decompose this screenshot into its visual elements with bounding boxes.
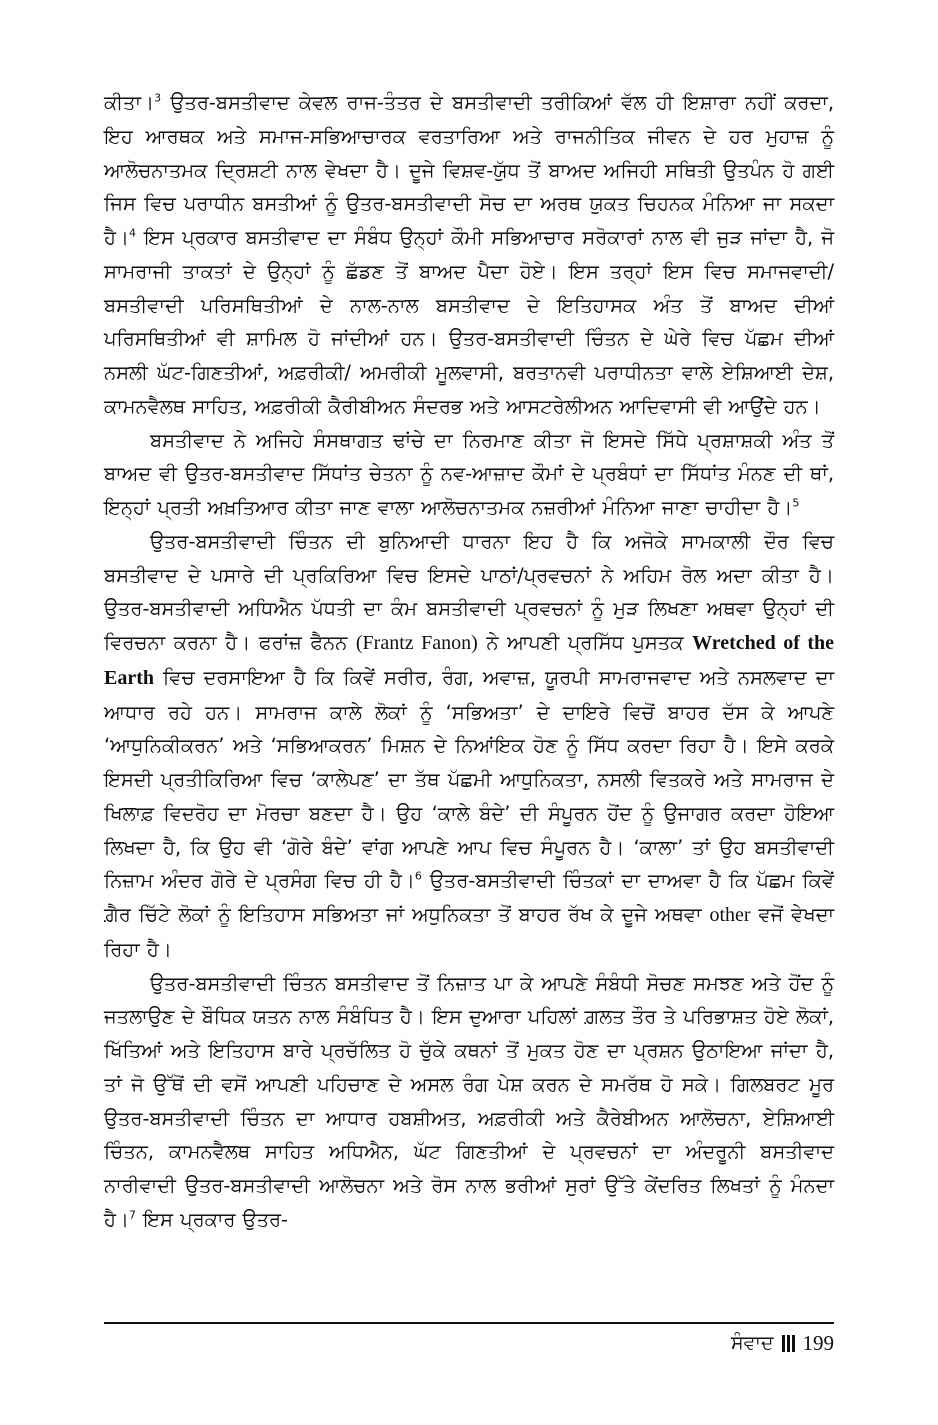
footer-rule	[104, 1322, 834, 1324]
text-run: ਬਸਤੀਵਾਦ ਨੇ ਅਜਿਹੇ ਸੰਸਥਾਗਤ ਢਾਂਚੇ ਦਾ ਨਿਰਮਾਣ ਕੀਤਾ ਜੋ ਇਸਦੇ ਸਿੱਧੇ ਪ੍ਰਸ਼ਾਸ਼ਕੀ ਅੰਤ ਤੋਂ ਬਾਅਦ ਵੀ ਉਤਰ-ਬਸਤੀਵਾਦ ਸਿੱਧਾਂਤ ਚੇਤਨਾ ਨੂੰ ਨਵ-ਆਜ਼ਾਦ ਕੌਮਾਂ ਦੇ ਪ੍ਰਬੰਧਾਂ ਦਾ ਸਿੱਧਾਂਤ ਮੰਨਣ ਦੀ ਥਾਂ, ਇਨ੍ਹਾਂ ਪ੍ਰਤੀ ਅਖ਼ਤਿਆਰ ਕੀਤਾ ਜਾਣ ਵਾਲਾ ਆਲੋਚਨਾਤਮਕ ਨਜ਼ਰੀਆਂ ਮੰਨਿਆ ਜਾਣਾ ਚਾਹੀਦਾ ਹੈ।	[104, 428, 834, 519]
latin-word-other: other	[709, 904, 751, 926]
paragraph-2	[104, 424, 834, 525]
text-run: ਉਤਰ-ਬਸਤੀਵਾਦੀ ਚਿੰਤਕਾਂ ਦਾ ਦਾਅਵਾ ਹੈ ਕਿ ਪੱਛਮ ਕਿਵੇਂ ਗ਼ੈਰ ਚਿੱਟੇ ਲੋਕਾਂ ਨੂੰ ਇਤਿਹਾਸ ਸਭਿਅਤਾ ਜਾਂ ਅਧੁਨਿਕਤਾ ਤੋਂ ਬਾਹਰ ਰੱਖ ਕੇ ਦੂਜੇ ਅਥਵਾ	[104, 869, 834, 926]
paragraph-4	[104, 967, 834, 1237]
footnote-ref-5: 5	[792, 496, 800, 510]
text-run: ਵਜੋਂ ਵੇਖਦਾ ਰਿਹਾ ਹੈ।	[104, 903, 834, 961]
page-number: 199	[802, 1330, 834, 1355]
paragraph-1	[104, 86, 834, 424]
footnote-ref-4: 4	[128, 226, 136, 240]
triple-bar-icon	[782, 1334, 795, 1352]
author-name-latin: (Frantz Fanon)	[355, 632, 478, 654]
text-run: ਉਤਰ-ਬਸਤੀਵਾਦ ਕੇਵਲ ਰਾਜ-ਤੰਤਰ ਦੇ ਬਸਤੀਵਾਦੀ ਤਰੀਕਿਆਂ ਵੱਲ ਹੀ ਇਸ਼ਾਰਾ ਨਹੀਂ ਕਰਦਾ, ਇਹ ਆਰਥਕ ਅਤੇ ਸਮਾਜ-ਸਭਿਆਚਾਰਕ ਵਰਤਾਰਿਆ ਅਤੇ ਰਾਜਨੀਤਿਕ ਜੀਵਨ ਦੇ ਹਰ ਮੁਹਾਜ਼ ਨੂੰ ਆਲੋਚਨਾਤਮਕ ਦ੍ਰਿਸ਼ਟੀ ਨਾਲ ਵੇਖਦਾ ਹੈ। ਦੂਜੇ ਵਿਸ਼ਵ-ਯੁੱਧ ਤੋਂ ਬਾਅਦ ਅਜਿਹੀ ਸਥਿਤੀ ਉਤਪੰਨ ਹੋ ਗਈ ਜਿਸ ਵਿਚ ਪਰਾਧੀਨ ਬਸਤੀਆਂ ਨੂੰ ਉਤਰ-ਬਸਤੀਵਾਦੀ ਸੋਚ ਦਾ ਅਰਥ ਯੁਕਤ ਚਿਹਨਕ ਮੰਨਿਆ ਜਾ ਸਕਦਾ ਹੈ।	[104, 91, 834, 249]
text-run: ਨੇ ਆਪਣੀ ਪ੍ਰਸਿੱਧ ਪੁਸਤਕ	[477, 631, 693, 654]
text-run: ਉਤਰ-ਬਸਤੀਵਾਦੀ ਚਿੰਤਨ ਦੀ ਬੁਨਿਆਦੀ ਧਾਰਨਾ ਇਹ ਹੈ ਕਿ ਅਜੋਕੇ ਸਾਮਕਾਲੀ ਦੌਰ ਵਿਚ ਬਸਤੀਵਾਦ ਦੇ ਪਸਾਰੇ ਦੀ ਪ੍ਰਕਿਰਿਆ ਵਿਚ ਇਸਦੇ ਪਾਠਾਂ/ਪ੍ਰਵਚਨਾਂ ਨੇ ਅਹਿਮ ਰੋਲ ਅਦਾ ਕੀਤਾ ਹੈ। ਉਤਰ-ਬਸਤੀਵਾਦੀ ਅਧਿਐਨ ਪੱਧਤੀ ਦਾ ਕੰਮ ਬਸਤੀਵਾਦੀ ਪ੍ਰਵਚਨਾਂ ਨੂੰ ਮੁੜ ਲਿਖਣਾ ਅਥਵਾ ਉਨ੍ਹਾਂ ਦੀ ਵਿਰਚਨਾ ਕਰਨਾ ਹੈ। ਫਰਾਂਜ਼ ਫੈਨਨ	[104, 529, 834, 654]
text-run: ਇਸ ਪ੍ਰਕਾਰ ਉਤਰ-	[135, 1207, 289, 1231]
footnote-ref-7: 7	[128, 1208, 136, 1222]
text-run: ਇਸ ਪ੍ਰਕਾਰ ਬਸਤੀਵਾਦ ਦਾ ਸੰਬੰਧ ਉਨ੍ਹਾਂ ਕੌਮੀ ਸਭਿਆਚਾਰ ਸਰੋਕਾਰਾਂ ਨਾਲ ਵੀ ਜੁੜ ਜਾਂਦਾ ਹੈ, ਜੋ ਸਾਮਰਾਜੀ ਤਾਕਤਾਂ ਦੇ ਉਨ੍ਹਾਂ ਨੂੰ ਛੱਡਣ ਤੋਂ ਬਾਅਦ ਪੈਦਾ ਹੋਏ। ਇਸ ਤਰ੍ਹਾਂ ਇਸ ਵਿਚ ਸਮਾਜਵਾਦੀ/ਬਸਤੀਵਾਦੀ ਪਰਿਸਥਿਤੀਆਂ ਦੇ ਨਾਲ-ਨਾਲ ਬਸਤੀਵਾਦ ਦੇ ਇਤਿਹਾਸਕ ਅੰਤ ਤੋਂ ਬਾਅਦ ਦੀਆਂ ਪਰਿਸਥਿਤੀਆਂ ਵੀ ਸ਼ਾਮਿਲ ਹੋ ਜਾਂਦੀਆਂ ਹਨ। ਉਤਰ-ਬਸਤੀਵਾਦੀ ਚਿੰਤਨ ਦੇ ਘੇਰੇ ਵਿਚ ਪੱਛਮ ਦੀਆਂ ਨਸਲੀ ਘੱਟ-ਗਿਣਤੀਆਂ, ਅਫ਼ਰੀਕੀ/ ਅਮਰੀਕੀ ਮੂਲਵਾਸੀ, ਬਰਤਾਨਵੀ ਪਰਾਧੀਨਤਾ ਵਾਲੇ ਏਸ਼ਿਆਈ ਦੇਸ਼, ਕਾਮਨਵੈਲਥ ਸਾਹਿਤ, ਅਫ਼ਰੀਕੀ ਕੈਰੀਬੀਅਨ ਸੰਦਰਭ ਅਤੇ ਆਸਟਰੇਲੀਅਨ ਆਦਿਵਾਸੀ ਵੀ ਆਉਂਦੇ ਹਨ।	[104, 226, 834, 418]
paragraph-3	[104, 525, 834, 967]
page-body	[104, 86, 834, 1237]
text-run: ਵਿਚ ਦਰਸਾਇਆ ਹੈ ਕਿ ਕਿਵੇਂ ਸਰੀਰ, ਰੰਗ, ਅਵਾਜ਼, ਯੂਰਪੀ ਸਾਮਰਾਜਵਾਦ ਅਤੇ ਨਸਲਵਾਦ ਦਾ ਆਧਾਰ ਰਹੇ ਹਨ। ਸਾਮਰਾਜ ਕਾਲੇ ਲੋਕਾਂ ਨੂੰ ‘ਸਭਿਅਤਾ’ ਦੇ ਦਾਇਰੇ ਵਿਚੋਂ ਬਾਹਰ ਦੱਸ ਕੇ ਆਪਣੇ ‘ਆਧੁਨਿਕੀਕਰਨ’ ਅਤੇ ‘ਸਭਿਆਕਰਨ’ ਮਿਸ਼ਨ ਦੇ ਨਿਆਂਇਕ ਹੋਣ ਨੂੰ ਸਿੱਧ ਕਰਦਾ ਰਿਹਾ ਹੈ। ਇਸੇ ਕਰਕੇ ਇਸਦੀ ਪ੍ਰਤੀਕਿਰਿਆ ਵਿਚ ‘ਕਾਲੇਪਣ’ ਦਾ ਤੱਥ ਪੱਛਮੀ ਆਧੁਨਿਕਤਾ, ਨਸਲੀ ਵਿਤਕਰੇ ਅਤੇ ਸਾਮਰਾਜ ਦੇ ਖਿਲਾਫ਼ ਵਿਦਰੋਹ ਦਾ ਮੋਰਚਾ ਬਣਦਾ ਹੈ। ਉਹ ‘ਕਾਲੇ ਬੰਦੇ’ ਦੀ ਸੰਪੂਰਨ ਹੋਂਦ ਨੂੰ ਉਜਾਗਰ ਕਰਦਾ ਹੋਇਆ ਲਿਖਦਾ ਹੈ, ਕਿ ਉਹ ਵੀ ‘ਗੋਰੇ ਬੰਦੇ’ ਵਾਂਗ ਆਪਣੇ ਆਪ ਵਿਚ ਸੰਪੂਰਨ ਹੈ। ‘ਕਾਲਾ’ ਤਾਂ ਉਹ ਬਸਤੀਵਾਦੀ ਨਿਜ਼ਾਮ ਅੰਦਰ ਗੋਰੇ ਦੇ ਪ੍ਰਸੰਗ ਵਿਚ ਹੀ ਹੈ।	[104, 665, 834, 893]
page-footer	[731, 1328, 834, 1358]
text-run: ਉਤਰ-ਬਸਤੀਵਾਦੀ ਚਿੰਤਨ ਬਸਤੀਵਾਦ ਤੋਂ ਨਿਜ਼ਾਤ ਪਾ ਕੇ ਆਪਣੇ ਸੰਬੰਧੀ ਸੋਚਣ ਸਮਝਣ ਅਤੇ ਹੋਂਦ ਨੂੰ ਜਤਲਾਉਣ ਦੇ ਬੌਧਿਕ ਯਤਨ ਨਾਲ ਸੰਬੰਧਿਤ ਹੈ। ਇਸ ਦੁਆਰਾ ਪਹਿਲਾਂ ਗ਼ਲਤ ਤੌਰ ਤੇ ਪਰਿਭਾਸ਼ਤ ਹੋਏ ਲੋਕਾਂ, ਖਿੱਤਿਆਂ ਅਤੇ ਇਤਿਹਾਸ ਬਾਰੇ ਪ੍ਰਚੱਲਿਤ ਹੋ ਚੁੱਕੇ ਕਥਨਾਂ ਤੋਂ ਮੁਕਤ ਹੋਣ ਦਾ ਪ੍ਰਸ਼ਨ ਉਠਾਇਆ ਜਾਂਦਾ ਹੈ, ਤਾਂ ਜੋ ਉੱਥੋਂ ਦੀ ਵਸੋਂ ਆਪਣੀ ਪਹਿਚਾਣ ਦੇ ਅਸਲ ਰੰਗ ਪੇਸ਼ ਕਰਨ ਦੇ ਸਮਰੱਥ ਹੋ ਸਕੇ। ਗਿਲਬਰਟ ਮੂਰ ਉਤਰ-ਬਸਤੀਵਾਦੀ ਚਿੰਤਨ ਦਾ ਆਧਾਰ ਹਬਸ਼ੀਅਤ, ਅਫ਼ਰੀਕੀ ਅਤੇ ਕੈਰੇਬੀਅਨ ਆਲੋਚਨਾ, ਏਸ਼ਿਆਈ ਚਿੰਤਨ, ਕਾਮਨਵੈਲਥ ਸਾਹਿਤ ਅਧਿਐਨ, ਘੱਟ ਗਿਣਤੀਆਂ ਦੇ ਪ੍ਰਵਚਨਾਂ ਦਾ ਅੰਦਰੂਨੀ ਬਸਤੀਵਾਦ ਨਾਰੀਵਾਦੀ ਉਤਰ-ਬਸਤੀਵਾਦੀ ਆਲੋਚਨਾ ਅਤੇ ਰੋਸ ਨਾਲ ਭਰੀਆਂ ਸੁਰਾਂ ਉੱਤੇ ਕੇਂਦਰਿਤ ਲਿਖਤਾਂ ਨੂੰ ਮੰਨਦਾ ਹੈ।	[104, 971, 834, 1231]
book-title: Wretched of the Earth	[104, 632, 835, 689]
text-run: ਕੀਤਾ।	[104, 91, 155, 114]
journal-name: ਸੰਵਾਦ	[730, 1332, 774, 1354]
footnote-ref-3: 3	[154, 91, 162, 105]
footnote-ref-6: 6	[414, 869, 422, 883]
